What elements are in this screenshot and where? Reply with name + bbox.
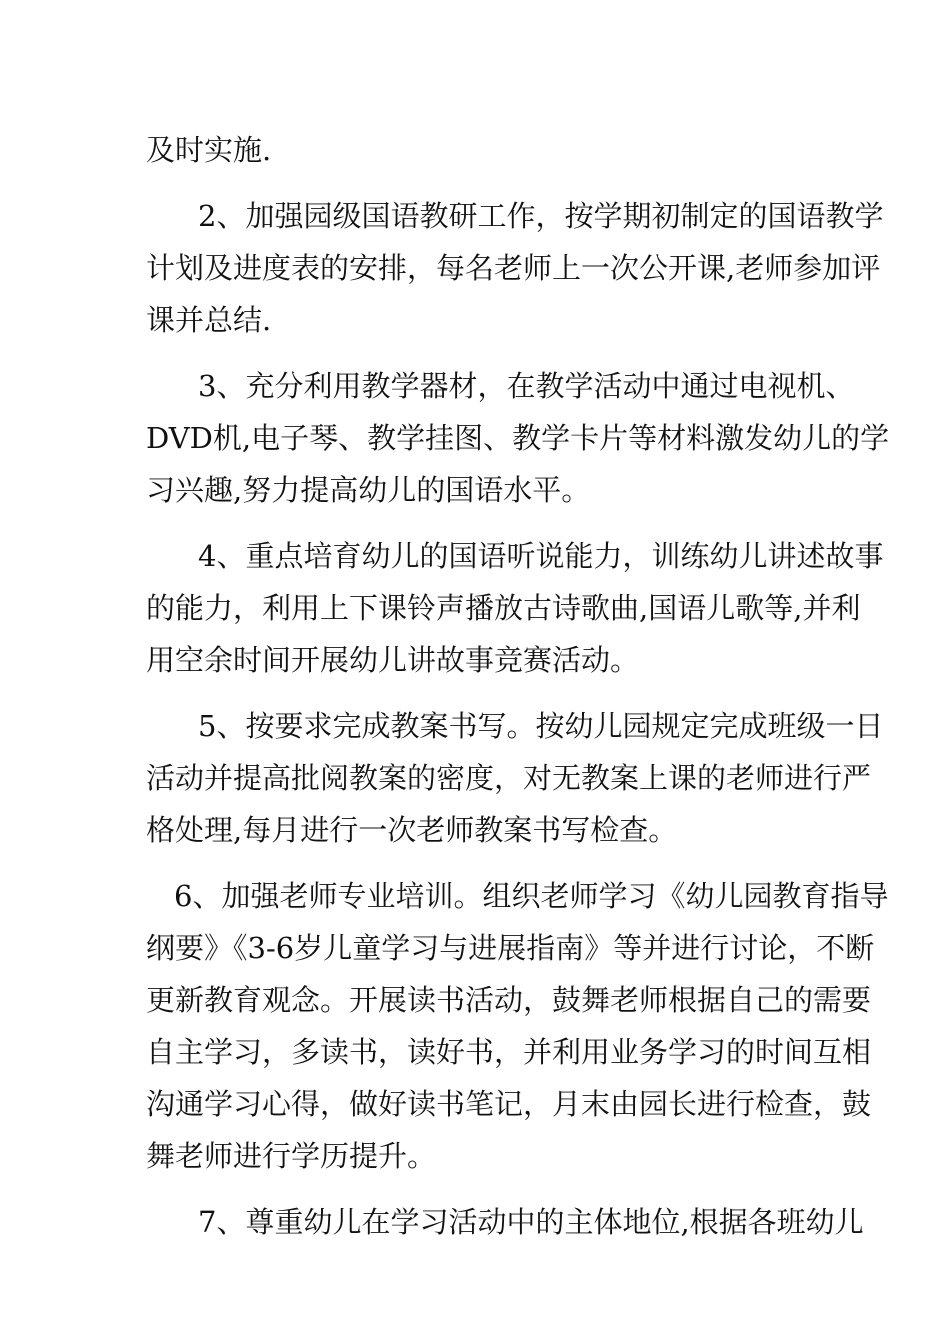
paragraph-item-3-line-2: DVD机,电子琴、教学挂图、教学卡片等材料激发幼儿的学 (146, 421, 890, 455)
paragraph-item-6-line-5: 沟通学习心得，做好读书笔记，月末由园长进行检查，鼓 (146, 1087, 872, 1121)
paragraph-item-3-line-3: 习兴趣,努力提高幼儿的国语水平。 (146, 473, 591, 507)
paragraph-item-5-line-1: 5、按要求完成教案书写。按幼儿园规定完成班级一日 (198, 709, 884, 743)
paragraph-item-6-line-4: 自主学习，多读书，读好书，并利用业务学习的时间互相 (146, 1035, 872, 1069)
paragraph-item-4-line-3: 用空余时间开展幼儿讲故事竞赛活动。 (146, 643, 640, 677)
paragraph-item-3-line-1: 3、充分利用教学器材，在教学活动中通过电视机、 (198, 369, 855, 403)
paragraph-item-6-line-2: 纲要》《3-6岁儿童学习与进展指南》等并进行讨论，不断 (146, 931, 875, 965)
paragraph-item-2-line-1: 2、加强园级国语教研工作，按学期初制定的国语教学 (198, 199, 884, 233)
paragraph-item-6-line-1: 6、加强老师专业培训。组织老师学习《幼儿园教育指导 (174, 879, 889, 913)
paragraph-item-5-line-2: 活动并提高批阅教案的密度，对无教案上课的老师进行严 (146, 761, 872, 795)
paragraph-item-2-line-2: 计划及进度表的安排，每名老师上一次公开课,老师参加评 (146, 251, 881, 285)
paragraph-item-4-line-1: 4、重点培育幼儿的国语听说能力，训练幼儿讲述故事 (198, 539, 884, 573)
paragraph-item-7-line-1: 7、尊重幼儿在学习活动中的主体地位,根据各班幼儿 (198, 1205, 864, 1239)
paragraph-item-6-line-3: 更新教育观念。开展读书活动，鼓舞老师根据自己的需要 (146, 983, 872, 1017)
paragraph-intro-line-1: 及时实施. (146, 133, 272, 167)
paragraph-item-4-line-2: 的能力，利用上下课铃声播放古诗歌曲,国语儿歌等,并利 (146, 591, 861, 625)
paragraph-item-5-line-3: 格处理,每月进行一次老师教案书写检查。 (146, 813, 678, 847)
paragraph-item-6-line-6: 舞老师进行学历提升。 (146, 1139, 437, 1173)
paragraph-item-2-line-3: 课并总结. (146, 303, 272, 337)
